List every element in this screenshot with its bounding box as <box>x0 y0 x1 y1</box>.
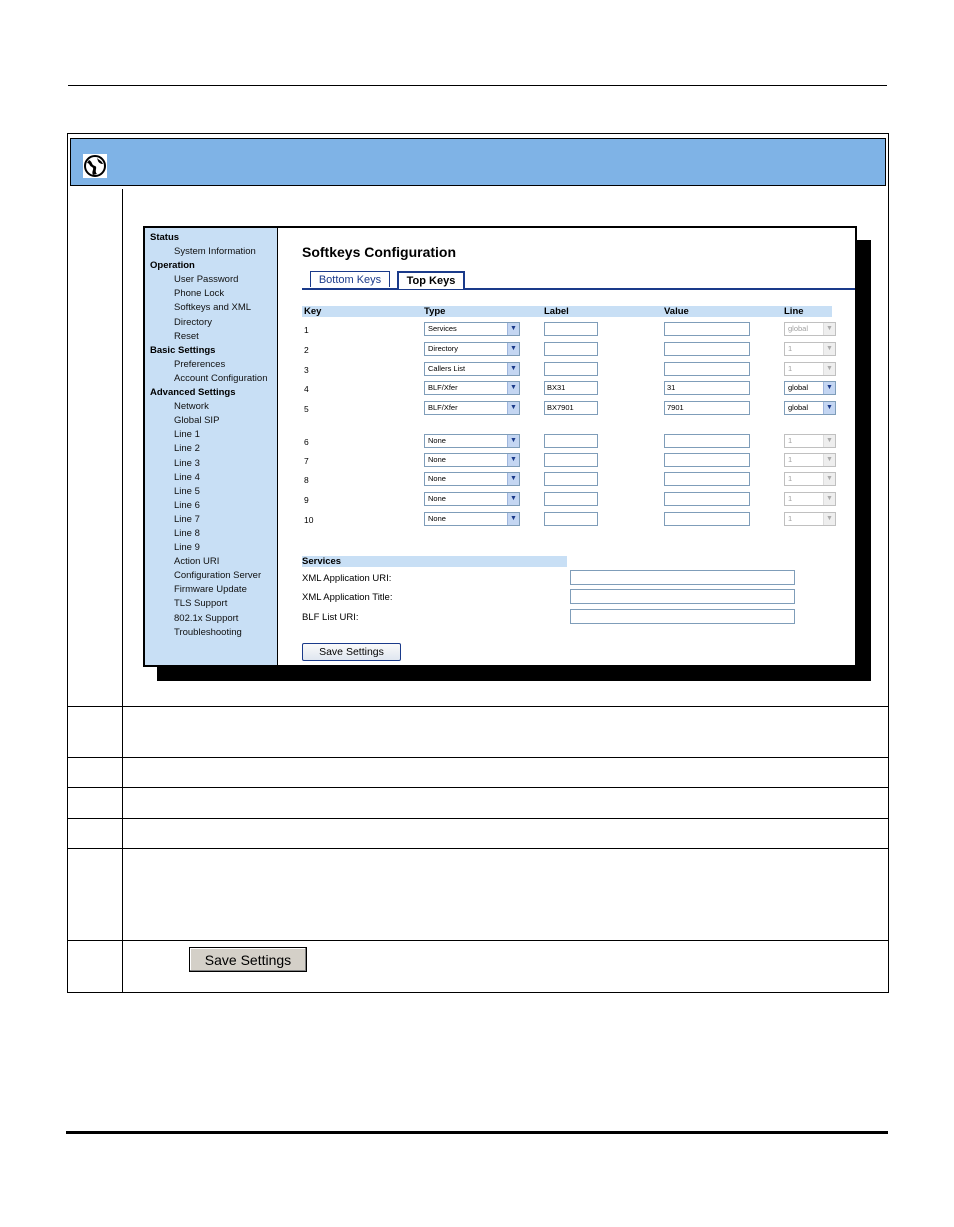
label-input[interactable]: BX31 <box>544 381 598 395</box>
col-value: Value <box>664 306 689 317</box>
sidebar-item[interactable]: Line 1 <box>174 429 200 441</box>
services-header: Services <box>302 556 567 567</box>
key-number: 6 <box>304 437 309 447</box>
xml-uri-input[interactable] <box>570 570 795 585</box>
type-select[interactable] <box>424 322 520 336</box>
key-number: 4 <box>304 384 309 394</box>
line-select-value: 1 <box>788 455 793 464</box>
key-row <box>302 381 842 397</box>
row-divider <box>68 706 888 707</box>
line-select-value: 1 <box>788 344 793 353</box>
sidebar-item[interactable]: 802.1x Support <box>174 612 239 624</box>
xml-title-label: XML Application Title: <box>302 592 393 603</box>
label-input[interactable] <box>544 472 598 486</box>
type-select[interactable] <box>424 512 520 526</box>
line-select-value: 1 <box>788 514 793 523</box>
key-row <box>302 472 842 488</box>
value-input[interactable] <box>664 342 750 356</box>
type-select[interactable] <box>424 381 520 395</box>
sidebar-item[interactable]: Line 8 <box>174 527 200 539</box>
chevron-down-icon: ▼ <box>507 454 519 466</box>
step-save-settings-button[interactable]: Save Settings <box>189 947 307 972</box>
key-row <box>302 453 842 469</box>
sidebar-item[interactable]: TLS Support <box>174 598 228 610</box>
type-select[interactable] <box>424 434 520 448</box>
label-input[interactable] <box>544 342 598 356</box>
line-select-value: 1 <box>788 474 793 483</box>
sidebar-item[interactable]: Configuration Server <box>174 570 262 582</box>
type-select[interactable] <box>424 472 520 486</box>
key-row <box>302 322 842 338</box>
chevron-down-icon: ▼ <box>823 323 835 335</box>
label-input[interactable] <box>544 453 598 467</box>
line-select-value: global <box>788 324 809 333</box>
key-row <box>302 492 842 508</box>
key-row <box>302 401 842 417</box>
sidebar-group: Basic Settings <box>150 344 216 356</box>
key-row <box>302 434 842 450</box>
sidebar-group: Operation <box>150 260 195 272</box>
chevron-down-icon: ▼ <box>507 343 519 355</box>
chevron-down-icon: ▼ <box>507 473 519 485</box>
sidebar-item[interactable]: Action URI <box>174 556 220 568</box>
line-select-value: global <box>788 403 809 412</box>
line-select-value: 1 <box>788 494 793 503</box>
keys-table-header <box>302 306 832 317</box>
type-select-value: BLF/Xfer <box>428 403 458 412</box>
line-select-value: 1 <box>788 364 793 373</box>
row-divider <box>68 787 888 788</box>
line-select-value: global <box>788 383 809 392</box>
tab-bottom-keys[interactable]: Bottom Keys <box>310 271 390 287</box>
sidebar-item[interactable]: Firmware Update <box>174 584 247 596</box>
sidebar-item[interactable]: Softkeys and XML <box>174 302 252 314</box>
type-select-value: Directory <box>428 344 459 353</box>
line-select <box>784 453 836 467</box>
row-divider <box>68 848 888 849</box>
web-ui-screenshot <box>143 226 857 667</box>
key-row <box>302 362 842 378</box>
type-select-value: None <box>428 514 446 523</box>
type-select-value: Callers List <box>428 364 466 373</box>
step-column-divider <box>122 189 123 992</box>
tab-bar <box>302 271 855 290</box>
sidebar-item[interactable]: Directory <box>174 316 213 328</box>
row-divider <box>68 940 888 941</box>
row-divider <box>68 757 888 758</box>
value-input[interactable]: 7901 <box>664 401 750 415</box>
line-select <box>784 434 836 448</box>
sidebar-item[interactable]: Line 9 <box>174 542 200 554</box>
chevron-down-icon: ▼ <box>507 402 519 414</box>
value-input[interactable]: 31 <box>664 381 750 395</box>
type-select[interactable] <box>424 453 520 467</box>
key-number: 2 <box>304 345 309 355</box>
type-select[interactable] <box>424 342 520 356</box>
chevron-down-icon: ▼ <box>507 435 519 447</box>
col-type: Type <box>424 306 446 317</box>
sidebar-item[interactable]: Phone Lock <box>174 288 225 300</box>
type-select-value: None <box>428 474 446 483</box>
sidebar-item[interactable]: Line 6 <box>174 499 200 511</box>
label-input[interactable]: BX7901 <box>544 401 598 415</box>
label-input[interactable] <box>544 512 598 526</box>
sidebar-item[interactable]: Preferences <box>174 358 226 370</box>
line-select <box>784 362 836 376</box>
chevron-down-icon: ▼ <box>823 402 835 414</box>
web-ui-globe-icon <box>83 154 107 178</box>
blf-uri-label: BLF List URI: <box>302 612 359 623</box>
line-select <box>784 472 836 486</box>
value-input[interactable] <box>664 434 750 448</box>
chevron-down-icon: ▼ <box>507 323 519 335</box>
sidebar-item[interactable]: System Information <box>174 246 256 258</box>
type-select-value: None <box>428 494 446 503</box>
col-key: Key <box>304 306 322 317</box>
key-number: 8 <box>304 475 309 485</box>
softkeys-content <box>278 228 855 665</box>
chevron-down-icon: ▼ <box>507 513 519 525</box>
sidebar-item[interactable]: Global SIP <box>174 415 220 427</box>
line-select <box>784 342 836 356</box>
label-input[interactable] <box>544 434 598 448</box>
key-number: 9 <box>304 495 309 505</box>
sidebar-item[interactable]: Line 2 <box>174 443 200 455</box>
line-select <box>784 512 836 526</box>
chevron-down-icon: ▼ <box>823 343 835 355</box>
chevron-down-icon: ▼ <box>823 454 835 466</box>
line-select <box>784 322 836 336</box>
chevron-down-icon: ▼ <box>823 473 835 485</box>
chevron-down-icon: ▼ <box>823 363 835 375</box>
value-input[interactable] <box>664 512 750 526</box>
sidebar-item[interactable]: Line 5 <box>174 485 200 497</box>
key-number: 1 <box>304 325 309 335</box>
type-select-value: None <box>428 455 446 464</box>
col-label: Label <box>544 306 569 317</box>
type-select-value: None <box>428 436 446 445</box>
bottom-rule <box>66 1131 888 1134</box>
sidebar-nav <box>145 228 278 665</box>
key-number: 5 <box>304 404 309 414</box>
xml-uri-label: XML Application URI: <box>302 573 392 584</box>
value-input[interactable] <box>664 362 750 376</box>
line-select[interactable] <box>784 401 836 415</box>
value-input[interactable] <box>664 472 750 486</box>
col-line: Line <box>784 306 804 317</box>
type-select[interactable] <box>424 401 520 415</box>
row-divider <box>68 818 888 819</box>
label-input[interactable] <box>544 362 598 376</box>
chevron-down-icon: ▼ <box>507 493 519 505</box>
key-number: 10 <box>304 515 314 525</box>
chevron-down-icon: ▼ <box>823 493 835 505</box>
save-settings-button[interactable]: Save Settings <box>302 643 401 661</box>
procedure-header <box>70 138 886 186</box>
page-title: Softkeys Configuration <box>302 244 457 260</box>
chevron-down-icon: ▼ <box>507 363 519 375</box>
blf-uri-input[interactable] <box>570 609 795 624</box>
top-rule <box>68 85 887 86</box>
line-select[interactable] <box>784 381 836 395</box>
value-input[interactable] <box>664 453 750 467</box>
type-select-value: BLF/Xfer <box>428 383 458 392</box>
sidebar-item[interactable]: Troubleshooting <box>174 626 242 638</box>
key-number: 3 <box>304 365 309 375</box>
label-input[interactable] <box>544 492 598 506</box>
key-row <box>302 512 842 528</box>
sidebar-item[interactable]: User Password <box>174 274 239 286</box>
sidebar-group: Advanced Settings <box>150 387 236 399</box>
key-row <box>302 342 842 358</box>
tab-top-keys[interactable]: Top Keys <box>397 271 465 289</box>
sidebar-item[interactable]: Line 7 <box>174 513 200 525</box>
sidebar-item[interactable]: Reset <box>174 330 199 342</box>
sidebar-item[interactable]: Account Configuration <box>174 372 268 384</box>
chevron-down-icon: ▼ <box>823 382 835 394</box>
chevron-down-icon: ▼ <box>507 382 519 394</box>
chevron-down-icon: ▼ <box>823 435 835 447</box>
sidebar-item[interactable]: Network <box>174 401 209 413</box>
label-input[interactable] <box>544 322 598 336</box>
key-number: 7 <box>304 456 309 466</box>
sidebar-group: Status <box>150 232 180 243</box>
chevron-down-icon: ▼ <box>823 513 835 525</box>
value-input[interactable] <box>664 492 750 506</box>
type-select-value: Services <box>428 324 457 333</box>
type-select[interactable] <box>424 362 520 376</box>
sidebar-item[interactable]: Line 3 <box>174 457 200 469</box>
xml-title-input[interactable] <box>570 589 795 604</box>
line-select-value: 1 <box>788 436 793 445</box>
line-select <box>784 492 836 506</box>
value-input[interactable] <box>664 322 750 336</box>
type-select[interactable] <box>424 492 520 506</box>
sidebar-item[interactable]: Line 4 <box>174 471 200 483</box>
